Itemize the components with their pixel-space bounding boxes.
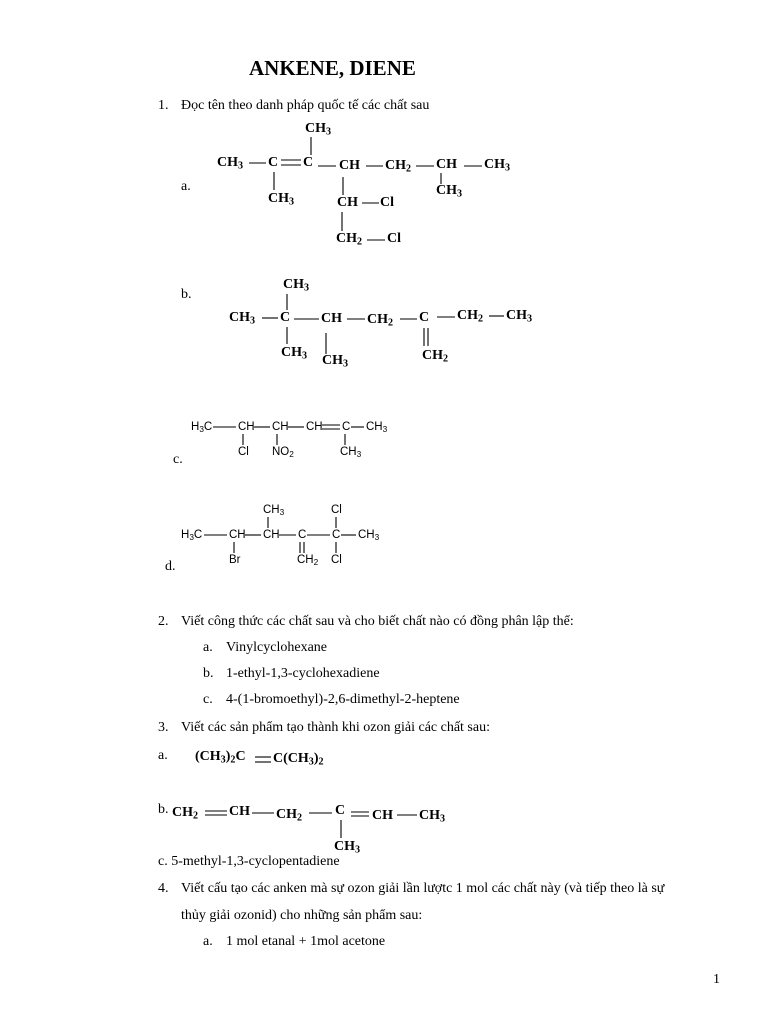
group-ch3: $CH_3$: [281, 345, 308, 362]
group-ch2: $CH_2$: [385, 158, 412, 175]
q4-line1: Viết cấu tạo các anken mà sự ozon giải lần lượtc 1 mol các chất này (và tiếp theo là sự: [181, 881, 665, 896]
group-ch: CH: [321, 311, 342, 326]
q2-item-text: 1-ethyl-1,3-cyclohexadiene: [226, 666, 380, 681]
page-number: 1: [713, 972, 720, 987]
group-c: C: [268, 155, 279, 170]
group-ch: CH: [272, 421, 289, 433]
group-ch3: $CH_3$: [217, 155, 244, 172]
group-ch2: $CH_2$: [276, 807, 303, 824]
group-ch3: $CH_3$: [419, 808, 446, 825]
group-ch3: $CH_3$: [268, 191, 295, 208]
group-ch2: $CH_2$: [297, 554, 319, 568]
q1b-label: b.: [181, 287, 192, 302]
group-cl: Cl: [387, 231, 401, 246]
group-ch3: $CH_3$: [229, 310, 256, 327]
q2-item-label: b.: [203, 666, 214, 681]
group-c: C: [280, 310, 291, 325]
group-ch3: $CH_3$: [322, 353, 349, 370]
q1d-label: d.: [165, 559, 176, 574]
group-ch: CH: [339, 158, 360, 173]
group-ch3: $CH_3$: [484, 157, 511, 174]
group-ch2: $CH_2$: [422, 348, 449, 365]
group-ch3: $CH_3$: [334, 839, 361, 856]
q4-item-text: 1 mol etanal + 1mol acetone: [226, 934, 386, 949]
q1-number: 1.: [158, 98, 169, 113]
group-h3c: $H_3C$: [191, 421, 213, 435]
group-ch2: $CH_2$: [172, 805, 199, 822]
group-ch3: $CH_3$: [358, 529, 380, 543]
group-c: C: [303, 155, 314, 170]
q4-line2: thủy giải ozonid) cho những sản phẩm sau:: [181, 908, 423, 923]
q2-item-text: Vinylcyclohexane: [226, 640, 328, 655]
group-cl: Cl: [331, 504, 342, 516]
group-c: C: [332, 529, 341, 541]
q2-item-label: c.: [203, 692, 213, 707]
group-ch: CH: [372, 808, 393, 823]
group-ch: CH: [263, 529, 280, 541]
group-cl: Cl: [331, 554, 342, 566]
q1-text: Đọc tên theo danh pháp quốc tế các chất sau: [181, 98, 430, 113]
group-ch2: $CH_2$: [457, 308, 484, 325]
group-ch: CH: [229, 804, 250, 819]
group-ch3: $CH_3$: [366, 421, 388, 435]
group-ch: CH: [229, 529, 246, 541]
group-br: Br: [229, 554, 241, 566]
q1a-label: a.: [181, 179, 191, 194]
group-ch3: $CH_3$: [263, 504, 285, 518]
q3c-text: c. 5-methyl-1,3-cyclopentadiene: [158, 854, 340, 869]
q2-text: Viết công thức các chất sau và cho biết chất nào có đồng phân lập thể:: [181, 614, 574, 629]
q3-number: 3.: [158, 720, 169, 735]
group-ch3: $CH_3$: [340, 446, 362, 460]
group-ch3-paren: $(CH_3)_2C$: [195, 749, 246, 766]
q2-number: 2.: [158, 614, 169, 629]
group-no2: $NO_2$: [272, 446, 294, 460]
group-ch: CH: [337, 195, 358, 210]
group-ch: CH: [238, 421, 255, 433]
group-ch: CH: [436, 157, 457, 172]
group-c: C: [342, 421, 351, 433]
group-cl: Cl: [238, 446, 249, 458]
page-title: ANKENE, DIENE: [249, 56, 416, 80]
group-cl: Cl: [380, 195, 394, 210]
q2-item-text: 4-(1-bromoethyl)-2,6-dimethyl-2-heptene: [226, 692, 460, 707]
q2-item-label: a.: [203, 640, 213, 655]
group-ch3: $CH_3$: [283, 277, 310, 294]
q1c-label: c.: [173, 452, 183, 467]
q4-number: 4.: [158, 881, 169, 896]
group-ch3: $CH_3$: [305, 121, 332, 138]
group-ch2: $CH_2$: [367, 312, 394, 329]
group-h3c: $H_3C$: [181, 529, 203, 543]
group-c: C: [335, 803, 346, 818]
group-ch: CH: [306, 421, 323, 433]
group-ch2: $CH_2$: [336, 231, 363, 248]
q4-item-label: a.: [203, 934, 213, 949]
group-ch3: $CH_3$: [436, 183, 463, 200]
group-c: C: [298, 529, 307, 541]
group-ch3-paren: $C(CH_3)_2$: [273, 751, 324, 768]
q3b-label: b.: [158, 802, 169, 817]
q3a-label: a.: [158, 748, 168, 763]
group-ch3: $CH_3$: [506, 308, 533, 325]
group-c: C: [419, 310, 430, 325]
q3-text: Viết các sản phẩm tạo thành khi ozon giải các chất sau:: [181, 720, 490, 735]
